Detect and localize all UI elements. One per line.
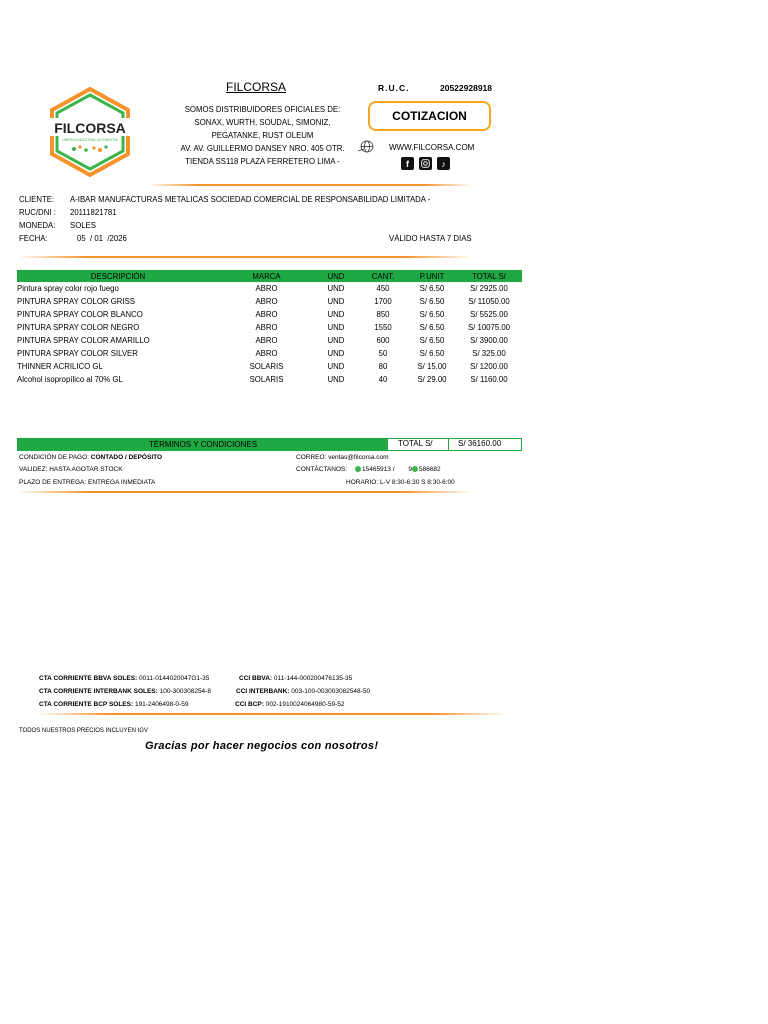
col-header-descripcion: DESCRIPCIÓN — [17, 270, 219, 282]
tagline-line: TIENDA SS118 PLAZA FERRETERO LIMA - — [185, 157, 340, 166]
bank-label: CTA CORRIENTE INTERBANK SOLES: — [39, 688, 158, 695]
cell-total: S/ 3900.00 — [470, 336, 508, 345]
col-header-punit: P.UNIT — [408, 270, 456, 282]
cell-und: UND — [327, 323, 345, 332]
cell-descripcion: Alcohol isopropílico al 70% GL — [17, 375, 123, 384]
cliente-label: CLIENTE: — [19, 195, 55, 204]
moneda-value: SOLES — [70, 221, 97, 230]
items-table — [17, 270, 522, 386]
col-header-cant: CANT. — [358, 270, 408, 282]
payment-condition-value: CONTADO / DEPÓSITO — [90, 454, 163, 461]
cell-punit: S/ 6.50 — [419, 323, 445, 332]
cell-descripcion: PINTURA SPRAY COLOR SILVER — [17, 349, 138, 358]
company-name: FILCORSA — [226, 80, 287, 94]
cell-marca: ABRO — [255, 284, 278, 293]
cell-punit: S/ 6.50 — [419, 297, 445, 306]
table-row — [17, 360, 522, 373]
cell-und: UND — [327, 349, 345, 358]
bank-account-bcp — [39, 701, 188, 708]
cci-bbva — [239, 675, 352, 682]
tagline-line: AV. AV. GUILLERMO DANSEY NRO. 405 OTR. — [180, 144, 345, 153]
cell-marca: ABRO — [255, 323, 278, 332]
cci-label: CCI BBVA: — [239, 675, 273, 682]
payment-condition-label: CONDICIÓN DE PAGO: — [19, 454, 89, 461]
ruc-dni-value: 20111821781 — [70, 208, 117, 217]
logo-text: FILCORSA — [54, 120, 126, 136]
cell-cant: 1700 — [374, 297, 392, 306]
bank-number: 191-2406498-0-59 — [134, 701, 189, 708]
cell-punit: S/ 29.00 — [417, 375, 447, 384]
moneda-label: MONEDA: — [19, 221, 56, 230]
ruc-dni-label: RUC/DNI : — [19, 208, 56, 217]
table-row — [17, 295, 522, 308]
phone-2[interactable]: 586682 — [418, 466, 441, 473]
divider — [20, 491, 470, 493]
divider — [150, 184, 470, 186]
table-row — [17, 347, 522, 360]
cell-total: S/ 325.00 — [472, 349, 506, 358]
globe-icon — [358, 140, 376, 153]
delivery-term: PLAZO DE ENTREGA: ENTREGA INMEDIATA — [19, 479, 156, 486]
total-value: S/ 36160.00 — [458, 439, 502, 448]
total-divider — [448, 438, 449, 451]
col-header-marca: MARCA — [219, 270, 314, 282]
cell-punit: S/ 6.50 — [419, 310, 445, 319]
divider — [20, 256, 470, 258]
cci-interbank — [236, 688, 370, 695]
cell-cant: 1550 — [374, 323, 392, 332]
cell-und: UND — [327, 336, 345, 345]
cell-descripcion: THINNER ACRILICO GL — [17, 362, 103, 371]
cell-total: S/ 11050.00 — [468, 297, 510, 306]
phone-2-prefix: 9 — [408, 466, 412, 473]
cell-cant: 450 — [376, 284, 390, 293]
cell-marca: SOLARIS — [249, 362, 284, 371]
phone-1[interactable]: 15465913 / — [361, 466, 395, 473]
bank-number: 100-300308254-8 — [159, 688, 211, 695]
whatsapp-icon — [412, 466, 418, 472]
business-hours: HORARIO: L-V 8:30-6:30 S 8:30-6:00 — [346, 479, 455, 486]
cci-label: CCI INTERBANK: — [236, 688, 290, 695]
cell-punit: S/ 6.50 — [419, 336, 445, 345]
cci-number: 003-100-003003082548-50 — [291, 688, 371, 695]
contact-label: CONTÁCTANOS: — [296, 466, 348, 473]
logo-subtext: LIMPIEZA INDUSTRIAL AUTOMOTRIZ — [62, 138, 118, 142]
col-header-total: TOTAL S/ — [456, 270, 522, 282]
tagline-line: SONAX, WURTH, SOUDAL, SIMONIZ, — [194, 118, 331, 127]
cci-number: 002-1910024064980-59-52 — [265, 701, 345, 708]
terms-heading: TÉRMINOS Y CONDICIONES — [18, 439, 388, 450]
filcorsa-logo — [44, 86, 136, 178]
cell-cant: 40 — [378, 375, 388, 384]
bank-label: CTA CORRIENTE BCP SOLES: — [39, 701, 134, 708]
thank-you-message: Gracias por hacer negocios con nosotros! — [145, 740, 379, 752]
tiktok-icon[interactable]: ♪ — [437, 157, 450, 170]
table-row — [17, 373, 522, 386]
table-row — [17, 308, 522, 321]
cell-cant: 80 — [378, 362, 388, 371]
ruc-label: R.U.C. — [378, 83, 410, 93]
bank-account-bbva — [39, 675, 209, 682]
cell-cant: 50 — [378, 349, 388, 358]
contact-phones — [296, 466, 441, 473]
cci-bcp — [235, 701, 345, 708]
validity-term: VALIDEZ: HASTA AGOTAR STOCK — [19, 466, 123, 473]
instagram-icon[interactable] — [419, 157, 432, 170]
instagram-glyph — [421, 159, 430, 168]
cliente-value: A-IBAR MANUFACTURAS METALICAS SOCIEDAD COMERCIAL DE RESPONSABILIDAD LIMITADA - — [70, 195, 431, 204]
col-header-und: UND — [314, 270, 358, 282]
company-website[interactable]: WWW.FILCORSA.COM — [389, 143, 475, 152]
payment-condition — [19, 454, 162, 461]
table-row — [17, 334, 522, 347]
cell-und: UND — [327, 284, 345, 293]
facebook-icon[interactable]: f — [401, 157, 414, 170]
tagline-line: PEGATANKE, RUST OLEUM — [211, 131, 314, 140]
company-tagline — [160, 103, 365, 168]
cell-total: S/ 2925.00 — [470, 284, 508, 293]
divider — [40, 713, 503, 715]
cell-descripcion: Pintura spray color rojo fuego — [17, 284, 119, 293]
cell-descripcion: PINTURA SPRAY COLOR AMARILLO — [17, 336, 150, 345]
document-type-badge: COTIZACION — [368, 101, 491, 131]
cell-marca: ABRO — [255, 349, 278, 358]
tagline-line: SOMOS DISTRIBUIDORES OFICIALES DE: — [184, 105, 341, 114]
table-row — [17, 282, 522, 295]
cell-marca: ABRO — [255, 336, 278, 345]
cell-und: UND — [327, 375, 345, 384]
ruc-value: 20522928918 — [440, 83, 493, 93]
cell-descripcion: PINTURA SPRAY COLOR NEGRO — [17, 323, 140, 332]
cell-punit: S/ 15.00 — [417, 362, 447, 371]
total-label: TOTAL S/ — [398, 439, 433, 448]
bank-number: 0011-0144020047G1-35 — [139, 675, 210, 682]
cell-total: S/ 5525.00 — [470, 310, 508, 319]
igv-note: TODOS NUESTROS PRECIOS INCLUYEN IGV — [19, 728, 148, 734]
cell-und: UND — [327, 362, 345, 371]
validez-note: VÁLIDO HASTA 7 DIAS — [389, 234, 472, 243]
cell-total: S/ 1200.00 — [470, 362, 508, 371]
cci-label: CCI BCP: — [235, 701, 264, 708]
cell-punit: S/ 6.50 — [419, 349, 445, 358]
cell-marca: SOLARIS — [249, 375, 284, 384]
bank-account-interbank — [39, 688, 211, 695]
fecha-value: 05 / 01 /2026 — [77, 234, 127, 243]
cell-marca: ABRO — [255, 297, 278, 306]
cell-cant: 850 — [376, 310, 390, 319]
fecha-label: FECHA: — [19, 234, 48, 243]
cell-descripcion: PINTURA SPRAY COLOR BLANCO — [17, 310, 143, 319]
cell-und: UND — [327, 297, 345, 306]
cell-und: UND — [327, 310, 345, 319]
cci-number: 011-144-000200476135-35 — [273, 675, 353, 682]
table-row — [17, 321, 522, 334]
bank-label: CTA CORRIENTE BBVA SOLES: — [39, 675, 138, 682]
contact-email[interactable]: CORREO: ventas@filcorsa.com — [296, 454, 389, 461]
whatsapp-icon — [355, 466, 361, 472]
cell-punit: S/ 6.50 — [419, 284, 445, 293]
cell-descripcion: PINTURA SPRAY COLOR GRISS — [17, 297, 135, 306]
table-header-row — [17, 270, 522, 282]
cell-cant: 600 — [376, 336, 390, 345]
cell-total: S/ 1160.00 — [470, 375, 508, 384]
cell-marca: ABRO — [255, 310, 278, 319]
cell-total: S/ 10075.00 — [467, 323, 511, 332]
